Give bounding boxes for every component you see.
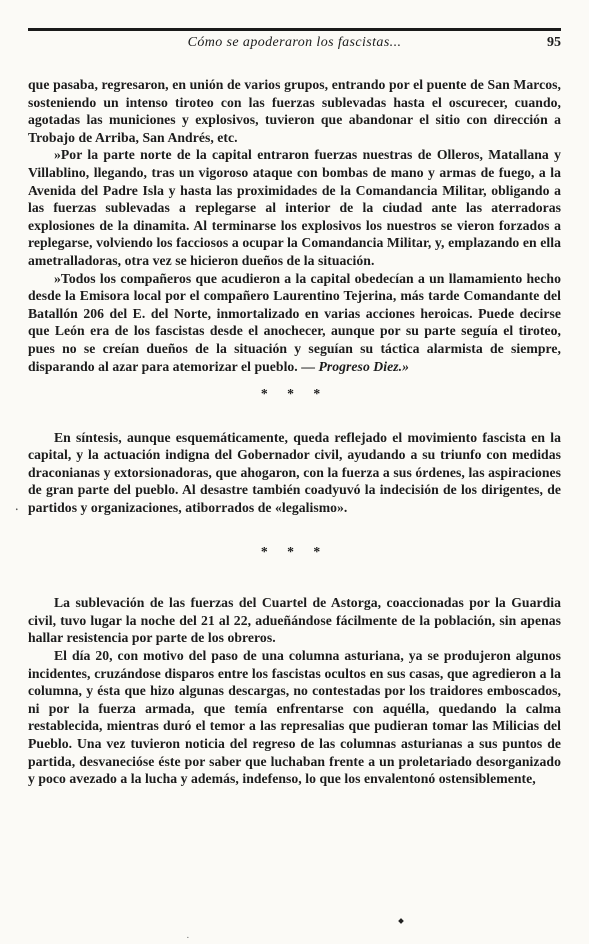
section-separator-2: * * *: [260, 543, 329, 559]
margin-mark: ⸱: [15, 502, 19, 517]
bottom-speck: ·: [186, 932, 190, 944]
paragraph-4: En síntesis, aunque esquemáticamente, queda reflejado el movimiento fascista en la capital, y la actuación indigna del Gobernador civil, ayudando a su triunfo con medidas draconianas y extorsionadoras, que ahogaron, con la fuerza a sus órdenes, las aspiraciones de gran parte del pueblo. Al desastre también coadyuvó la indecisión de los dirigentes, de partidos y organizaciones, atiborrados de «legalismo».: [28, 429, 561, 516]
header-rule: [28, 28, 561, 31]
author-attribution: Progreso Diez.»: [318, 358, 409, 374]
section-separator-1: * * *: [260, 386, 329, 402]
ink-dot: [398, 918, 404, 924]
paragraph-2: »Por la parte norte de la capital entraron fuerzas nuestras de Olleros, Matallana y Villablino, llegando, tras un vigoroso ataque con bombas de mano y armas de fuego, a la Avenida del Padre Isla y hasta las proximidades de la Comandancia Militar, obligando a las fuerzas sublevadas a replegarse al interior de la ciudad ante las aterradoras explosiones de la dinamita. Al terminarse los explosivos los nuestros se vieron forzados a replegarse, volviendo los facciosos a ocupar la Comandancia Militar, y, emplazando en ella ametralladoras, otra vez se hicieron dueños de la situación.: [28, 147, 561, 268]
body-text: [28, 76, 561, 788]
paragraph-6: El día 20, con motivo del paso de una columna asturiana, ya se produjeron algunos incidentes, cruzándose disparos entre los fascistas ocultos en sus casas, que agredieron a la columna, y ésta que hizo algunas descargas, no contestadas por los traidores emboscados, ni por la fuerza armada, que temía enfrentarse con aquélla, quedando la calma restablecida, mientras duró el temor a las represalias que pudieran tomar las Milicias del Pueblo. Una vez tuvieron noticia del regreso de las columnas asturianas a sus puntos de partida, desvanecióse éste por saber que luchaban frente a un proletariado desorganizado y poco avezado a la lucha y además, indefenso, lo que los envalentonó ostensiblemente,: [28, 648, 561, 787]
paragraph-1: que pasaba, regresaron, en unión de varios grupos, entrando por el puente de San Marcos, sosteniendo un intenso tiroteo con las fuerzas sublevadas hasta el oscurecer, cuando, agotadas las municiones y explosivos, tuvieron que abandonar el sitio con dirección a Trobajo de Arriba, San Andrés, etc.: [28, 77, 561, 145]
running-title: Cómo se apoderaron los fascistas...: [187, 35, 402, 50]
paragraph-3-text: »Todos los compañeros que acudieron a la capital obedecían a un llamamiento hecho desde la Emisora local por el compañero Laurentino Tejerina, más tarde Comandante del Batallón 206 del E. del Norte, inmortalizado en varias acciones heroicas. Puede decirse que León era de los fascistas desde el anochecer, aunque por su parte seguía el tiroteo, pues no se creían dueños de la situación y seguían su táctica alarmista de siempre, disparando al azar para atemorizar el pueblo. —: [28, 270, 561, 374]
paragraph-3: [28, 270, 561, 376]
page-number: 95: [547, 35, 561, 50]
paragraph-5: La sublevación de las fuerzas del Cuartel de Astorga, coaccionadas por la Guardia civil, tuvo lugar la noche del 21 al 22, adueñándose fácilmente de la población, sin apenas hallar resistencia por parte de los obreros.: [28, 595, 561, 646]
running-header: [28, 33, 561, 53]
